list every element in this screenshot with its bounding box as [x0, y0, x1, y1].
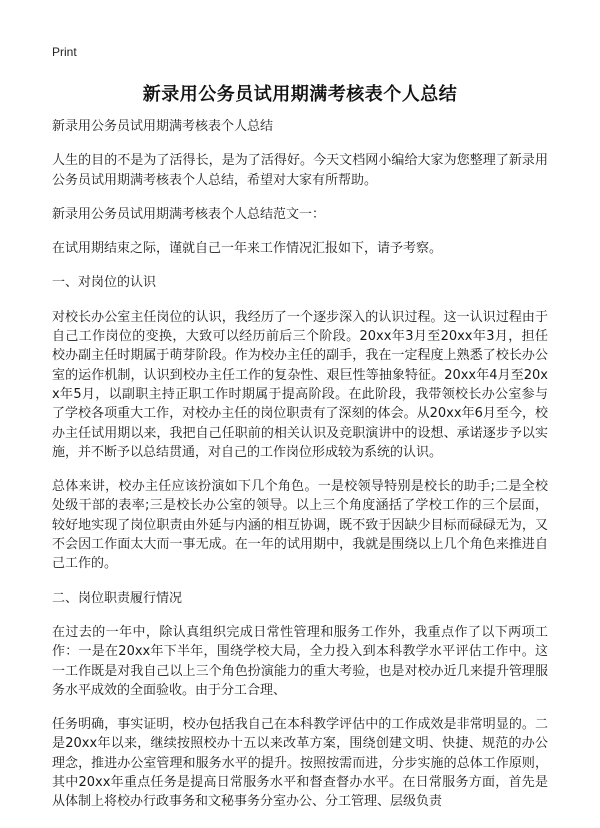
paragraph-subtitle: 新录用公务员试用期满考核表个人总结 — [52, 119, 274, 134]
paragraph-duties-part-1: 在过去的一年中，除认真组织完成日常性管理和服务工作外，我重点作了以下两项工作：一是在20xx年下半年，围绕学校大局，全力投入到本科教学水平评估工作中。这一工作既是对我自己以上三个角色扮演能力的重大考验，也是对校办近几来提升管理服务水平成效的全面验收。由于分工合理、 — [52, 624, 548, 698]
section-heading-1: 一、对岗位的认识 — [52, 275, 157, 291]
paragraph-sample-heading: 新录用公务员试用期满考核表个人总结范文一： — [52, 206, 326, 222]
document-body — [52, 117, 548, 826]
section-heading-2: 二、岗位职责履行情况 — [52, 590, 183, 606]
paragraph-report-opening: 在试用期结束之际，谨就自己一年来工作情况汇报如下，请予考察。 — [52, 241, 443, 257]
paragraph-duties-part-2: 任务明确，事实证明，校办包括我自己在本科教学评估中的工作成效是非常明显的。二是20xx年以来，继续按照校办十五以来改革方案，围绕创建文明、快捷、规范的办公理念，推进办公室管理和服务水平的提升。按照按需而进，分步实施的总体工作原则，其中20xx年重点任务是提高日常服务水平和督查督办水平。在日常服务方面，首先是从体制上将校办行政事务和文秘事务分室办公、分工管理、层级负责 — [52, 717, 548, 810]
print-link[interactable]: Print — [52, 45, 77, 59]
paragraph-role-understanding: 对校长办公室主任岗位的认识，我经历了一个逐步深入的认识过程。这一认识过程由于自己工作岗位的变换，大致可以经历前后三个阶段。20xx年3月至20xx年3月，担任校办副主任时期属于萌芽阶段。作为校办主任的副手，我在一定程度上熟悉了校长办公室的运作机制，认识到校办主任工作的复杂性、艰巨性等抽象特征。20xx年4月至20xx年5月，以副职主持正职工作时期属于提高阶段。在此阶段，我带领校长办公室参与了学校各项重大工作，对校办主任的岗位职责有了深刻的体会。从20xx年6月至今，校办主任试用期以来，我把自己任职前的相关认识及竞职演讲中的设想、承诺逐步予以实施，并不断予以总结贯通，对自己的工作岗位形成较为系统的认识。 — [52, 309, 548, 460]
paragraph-roles-overview: 总体来讲，校办主任应该扮演如下几个角色。一是校领导特别是校长的助手;二是全校处级干部的表率;三是校长办公室的领导。以上三个角度涵括了学校工作的三个层面，较好地实现了岗位职责由外延与内涵的相互协调，既不致于因缺少目标而碌碌无为，又不会因工作面太大而一事无成。在一年的试用期中，我就是围绕以上几个角色来推进自己工作的。 — [52, 479, 548, 572]
page-title: 新录用公务员试用期满考核表个人总结 — [142, 84, 458, 105]
paragraph-intro: 人生的目的不是为了活得长，是为了活得好。今天文档网小编给大家为您整理了新录用公务员试用期满考核表个人总结，希望对大家有所帮助。 — [52, 153, 548, 188]
